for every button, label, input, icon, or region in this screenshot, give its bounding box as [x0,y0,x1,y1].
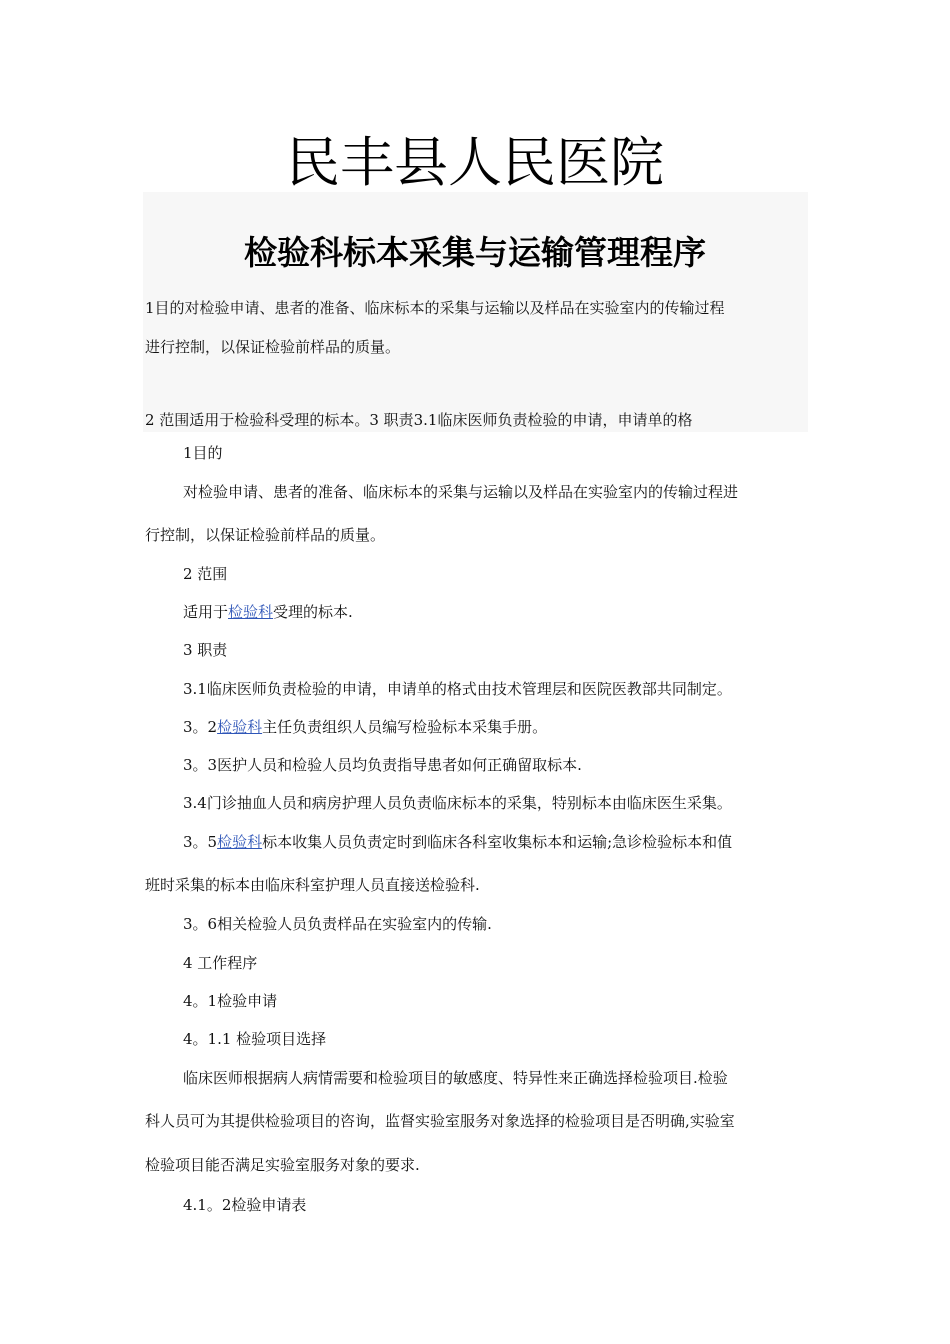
subsection-heading-4-1: 4。1检验申请 [183,992,278,1010]
section-heading-procedure: 4 工作程序 [183,954,258,972]
lab-dept-link[interactable]: 检验科 [217,718,263,736]
paragraph-test-selection: 临床医师根据病人病情需要和检验项目的敏感度、特异性来正确选择检验项目.检验 [183,1069,728,1087]
paragraph-test-selection-cont: 科人员可为其提供检验项目的咨询，监督实验室服务对象选择的检验项目是否明确,实验室 [145,1112,735,1130]
text-fragment: 3。2 [183,718,218,736]
section-heading-purpose: 1目的 [183,444,223,462]
hospital-title: 民丰县人民医院 [286,131,664,194]
section-heading-scope: 2 范围 [183,565,228,583]
paragraph-scope [183,601,353,623]
duty-3-3: 3。3医护人员和检验人员均负责指导患者如何正确留取标本. [183,756,582,774]
duty-3-6: 3。6相关检验人员负责样品在实验室内的传输. [183,915,492,933]
text-fragment: 受理的标本. [273,603,353,621]
duty-3-5 [183,831,732,853]
lab-dept-link[interactable]: 检验科 [217,833,263,851]
summary-line-1: 1目的对检验申请、患者的准备、临床标本的采集与运输以及样品在实验室内的传输过程 [145,299,725,317]
duty-3-5-cont: 班时采集的标本由临床科室护理人员直接送检验科. [145,876,480,894]
lab-dept-link[interactable]: 检验科 [228,603,274,621]
summary-line-3: 2 范围适用于检验科受理的标本。3 职责3.1临床医师负责检验的申请，申请单的格 [145,411,693,429]
paragraph-test-selection-cont2: 检验项目能否满足实验室服务对象的要求. [145,1156,420,1174]
subsection-heading-4-1-2: 4.1。2检验申请表 [183,1196,307,1214]
subsection-heading-4-1-1: 4。1.1 检验项目选择 [183,1030,327,1048]
paragraph-purpose: 对检验申请、患者的准备、临床标本的采集与运输以及样品在实验室内的传输过程进 [183,483,739,501]
duty-3-1: 3.1临床医师负责检验的申请，申请单的格式由技术管理层和医院医教部共同制定。 [183,680,732,698]
section-heading-duties: 3 职责 [183,641,228,659]
text-fragment: 适用于 [183,603,229,621]
duty-3-2 [183,716,547,738]
paragraph-purpose-cont: 行控制，以保证检验前样品的质量。 [145,526,386,544]
duty-3-4: 3.4门诊抽血人员和病房护理人员负责临床标本的采集，特别标本由临床医生采集。 [183,794,732,812]
summary-line-2: 进行控制，以保证检验前样品的质量。 [145,338,401,356]
text-fragment: 3。5 [183,833,218,851]
document-subtitle: 检验科标本采集与运输管理程序 [244,233,706,272]
text-fragment: 主任负责组织人员编写检验标本采集手册。 [262,718,548,736]
text-fragment: 标本收集人员负责定时到临床各科室收集标本和运输;急诊检验标本和值 [262,833,733,851]
